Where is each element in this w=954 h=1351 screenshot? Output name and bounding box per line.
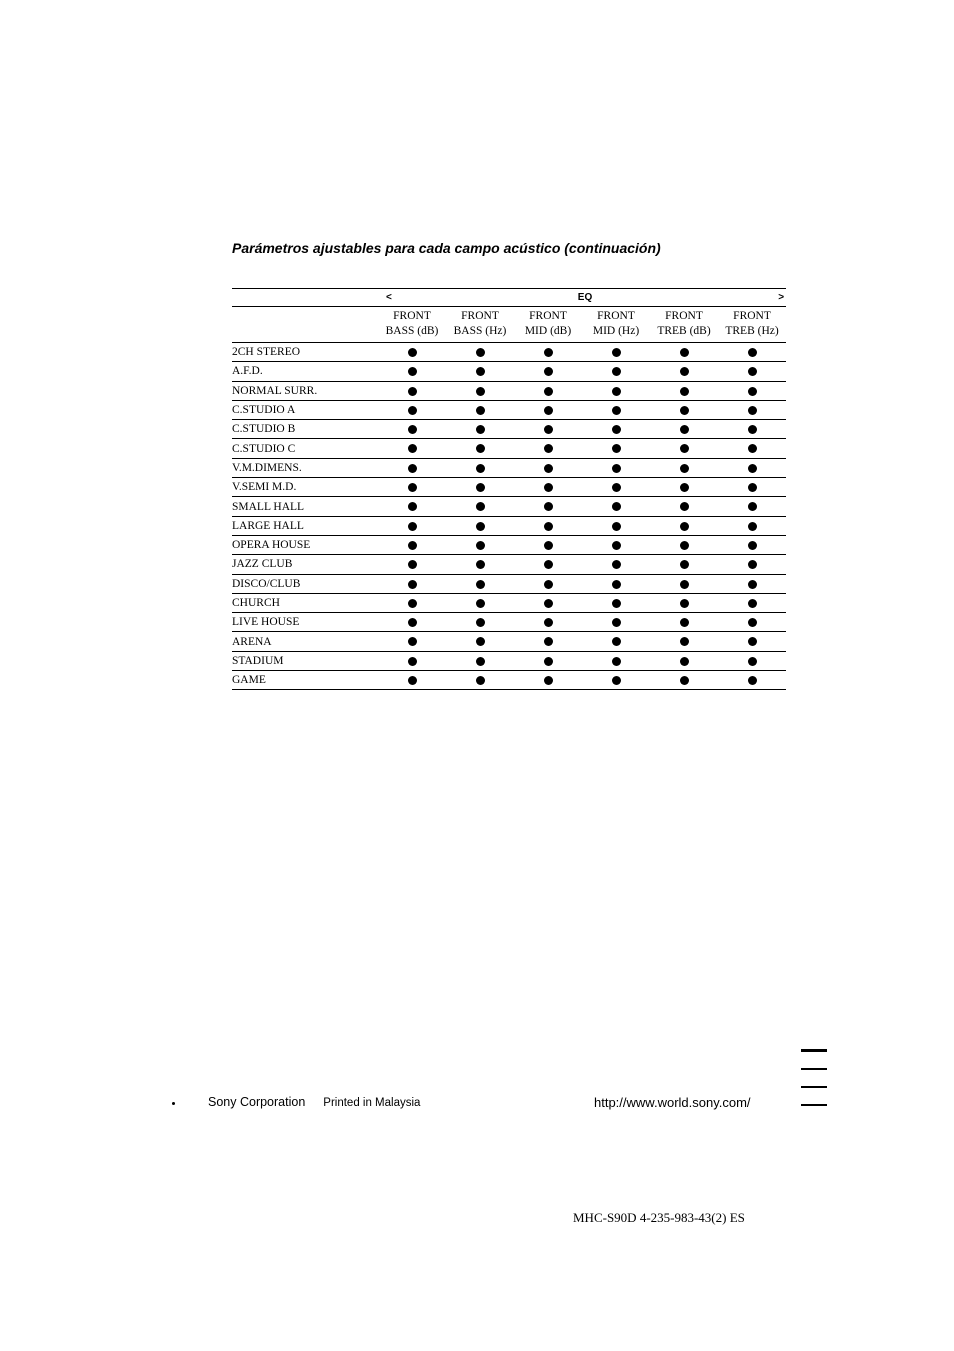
sound-field-name: V.M.DIMENS. — [232, 458, 378, 477]
filled-dot-icon — [476, 425, 485, 434]
sound-field-name: STADIUM — [232, 651, 378, 670]
table-cell — [718, 420, 786, 439]
filled-dot-icon — [748, 387, 757, 396]
filled-dot-icon — [748, 580, 757, 589]
table-cell — [514, 497, 582, 516]
table-cell — [446, 555, 514, 574]
table-cell — [378, 671, 446, 690]
filled-dot-icon — [612, 676, 621, 685]
table-row — [232, 632, 786, 651]
filled-dot-icon — [748, 406, 757, 415]
filled-dot-icon — [544, 560, 553, 569]
filled-dot-icon — [612, 599, 621, 608]
sound-field-name: A.F.D. — [232, 362, 378, 381]
table-cell — [718, 535, 786, 554]
sound-field-name: C.STUDIO B — [232, 420, 378, 439]
table-cell — [446, 497, 514, 516]
filled-dot-icon — [748, 522, 757, 531]
table-cell — [718, 613, 786, 632]
table-cell — [582, 555, 650, 574]
filled-dot-icon — [476, 387, 485, 396]
filled-dot-icon — [476, 657, 485, 666]
section-heading: Parámetros ajustables para cada campo acústico (continuación) — [232, 240, 661, 256]
table-cell — [378, 381, 446, 400]
filled-dot-icon — [748, 676, 757, 685]
table-cell — [718, 381, 786, 400]
table-row — [232, 574, 786, 593]
table-cell — [650, 420, 718, 439]
table-cell — [446, 651, 514, 670]
column-header — [650, 307, 718, 343]
filled-dot-icon — [544, 676, 553, 685]
table-cell — [582, 574, 650, 593]
table-cell — [582, 420, 650, 439]
filled-dot-icon — [748, 367, 757, 376]
filled-dot-icon — [544, 637, 553, 646]
column-header-line1: FRONT — [461, 310, 499, 322]
table-cell — [650, 651, 718, 670]
filled-dot-icon — [680, 657, 689, 666]
filled-dot-icon — [748, 560, 757, 569]
table-cell — [446, 439, 514, 458]
filled-dot-icon — [408, 425, 417, 434]
filled-dot-icon — [544, 580, 553, 589]
table-cell — [650, 478, 718, 497]
table-row — [232, 497, 786, 516]
table-cell — [718, 439, 786, 458]
filled-dot-icon — [612, 522, 621, 531]
table-cell — [514, 420, 582, 439]
filled-dot-icon — [612, 637, 621, 646]
filled-dot-icon — [680, 444, 689, 453]
table-cell — [718, 400, 786, 419]
table-cell — [446, 420, 514, 439]
filled-dot-icon — [680, 425, 689, 434]
filled-dot-icon — [408, 657, 417, 666]
filled-dot-icon — [680, 676, 689, 685]
filled-dot-icon — [748, 541, 757, 550]
table-cell — [446, 516, 514, 535]
filled-dot-icon — [476, 348, 485, 357]
table-cell — [514, 671, 582, 690]
table-cell — [514, 651, 582, 670]
table-cell — [718, 574, 786, 593]
table-cell — [378, 497, 446, 516]
filled-dot-icon — [748, 657, 757, 666]
table-row — [232, 651, 786, 670]
column-header — [718, 307, 786, 343]
table-cell — [582, 516, 650, 535]
table-cell — [446, 613, 514, 632]
table-cell — [446, 671, 514, 690]
filled-dot-icon — [612, 348, 621, 357]
table-cell — [650, 400, 718, 419]
filled-dot-icon — [476, 502, 485, 511]
table-cell — [514, 458, 582, 477]
table-cell — [718, 362, 786, 381]
table-cell — [446, 632, 514, 651]
table-cell — [650, 555, 718, 574]
column-header-line1: FRONT — [665, 310, 703, 322]
table-cell — [650, 439, 718, 458]
filled-dot-icon — [408, 387, 417, 396]
table-cell — [582, 400, 650, 419]
table-cell — [582, 632, 650, 651]
filled-dot-icon — [476, 599, 485, 608]
filled-dot-icon — [544, 657, 553, 666]
table-cell — [514, 632, 582, 651]
table-row — [232, 555, 786, 574]
column-header-line2: BASS (Hz) — [453, 325, 507, 337]
filled-dot-icon — [612, 502, 621, 511]
table-cell — [446, 458, 514, 477]
filled-dot-icon — [748, 618, 757, 627]
table-cell — [378, 574, 446, 593]
column-header — [582, 307, 650, 343]
table-cell — [514, 574, 582, 593]
footer-company-line — [208, 1095, 420, 1109]
sound-field-name: V.SEMI M.D. — [232, 478, 378, 497]
filled-dot-icon — [748, 483, 757, 492]
table-cell — [650, 535, 718, 554]
model-number: MHC-S90D 4-235-983-43(2) ES — [573, 1210, 745, 1225]
filled-dot-icon — [612, 541, 621, 550]
filled-dot-icon — [408, 618, 417, 627]
filled-dot-icon — [408, 637, 417, 646]
filled-dot-icon — [680, 541, 689, 550]
sound-field-name: JAZZ CLUB — [232, 555, 378, 574]
filled-dot-icon — [544, 367, 553, 376]
filled-dot-icon — [680, 367, 689, 376]
table-cell — [718, 593, 786, 612]
table-cell — [650, 671, 718, 690]
filled-dot-icon — [748, 502, 757, 511]
table-cell — [514, 516, 582, 535]
filled-dot-icon — [408, 541, 417, 550]
filled-dot-icon — [680, 502, 689, 511]
table-cell — [378, 593, 446, 612]
table-cell — [378, 516, 446, 535]
table-cell — [446, 535, 514, 554]
filled-dot-icon — [476, 444, 485, 453]
filled-dot-icon — [748, 444, 757, 453]
filled-dot-icon — [680, 580, 689, 589]
table-cell — [650, 362, 718, 381]
table-cell — [718, 651, 786, 670]
table-cell — [582, 343, 650, 362]
table-cell — [582, 593, 650, 612]
filled-dot-icon — [612, 464, 621, 473]
table-cell — [582, 535, 650, 554]
table-cell — [718, 343, 786, 362]
table-row — [232, 535, 786, 554]
filled-dot-icon — [612, 387, 621, 396]
table-row — [232, 458, 786, 477]
table-cell — [718, 497, 786, 516]
filled-dot-icon — [408, 676, 417, 685]
registration-bar — [801, 1086, 827, 1088]
registration-bar — [801, 1068, 827, 1070]
table-row — [232, 516, 786, 535]
band-blank — [232, 289, 378, 307]
filled-dot-icon — [680, 406, 689, 415]
sound-field-name: SMALL HALL — [232, 497, 378, 516]
table-cell — [446, 400, 514, 419]
band-right-arrow: > — [778, 292, 785, 303]
filled-dot-icon — [476, 560, 485, 569]
filled-dot-icon — [680, 618, 689, 627]
table-row — [232, 671, 786, 690]
printed-in: Printed in Malaysia — [323, 1097, 421, 1109]
table-cell — [378, 555, 446, 574]
table-cell — [514, 400, 582, 419]
table-cell — [378, 632, 446, 651]
bullet-mark — [172, 1102, 175, 1105]
table-cell — [582, 671, 650, 690]
registration-bar — [801, 1049, 827, 1052]
filled-dot-icon — [544, 502, 553, 511]
filled-dot-icon — [680, 637, 689, 646]
filled-dot-icon — [476, 676, 485, 685]
column-header-line1: FRONT — [393, 310, 431, 322]
website-url: http://www.world.sony.com/ — [594, 1095, 751, 1110]
filled-dot-icon — [476, 406, 485, 415]
table-cell — [378, 343, 446, 362]
table-cell — [378, 651, 446, 670]
table-cell — [378, 400, 446, 419]
column-header — [378, 307, 446, 343]
table-cell — [378, 420, 446, 439]
table-row — [232, 439, 786, 458]
filled-dot-icon — [408, 580, 417, 589]
sound-field-name: DISCO/CLUB — [232, 574, 378, 593]
column-header-line1: FRONT — [597, 310, 635, 322]
table-cell — [514, 381, 582, 400]
table-cell — [514, 555, 582, 574]
table-row — [232, 593, 786, 612]
filled-dot-icon — [680, 464, 689, 473]
column-header-line2: MID (dB) — [524, 325, 572, 337]
table-cell — [718, 478, 786, 497]
table-cell — [582, 362, 650, 381]
table-cell — [514, 362, 582, 381]
filled-dot-icon — [612, 367, 621, 376]
filled-dot-icon — [408, 522, 417, 531]
column-header-line2: TREB (Hz) — [725, 325, 779, 337]
table-cell — [650, 458, 718, 477]
column-header-line1: FRONT — [529, 310, 567, 322]
column-header-line2: BASS (dB) — [385, 325, 439, 337]
table-cell — [514, 613, 582, 632]
column-header — [514, 307, 582, 343]
filled-dot-icon — [544, 599, 553, 608]
table-cell — [378, 362, 446, 381]
table-cell — [650, 516, 718, 535]
table-cell — [582, 651, 650, 670]
table-cell — [582, 381, 650, 400]
filled-dot-icon — [612, 444, 621, 453]
filled-dot-icon — [544, 464, 553, 473]
column-header-row — [232, 307, 786, 343]
filled-dot-icon — [408, 464, 417, 473]
table-cell — [718, 516, 786, 535]
filled-dot-icon — [476, 618, 485, 627]
table-cell — [446, 478, 514, 497]
table-cell — [378, 478, 446, 497]
column-header-line2: MID (Hz) — [592, 325, 640, 337]
table-cell — [446, 593, 514, 612]
filled-dot-icon — [476, 541, 485, 550]
filled-dot-icon — [476, 483, 485, 492]
table-row — [232, 381, 786, 400]
sound-field-name: LIVE HOUSE — [232, 613, 378, 632]
table-cell — [378, 613, 446, 632]
filled-dot-icon — [408, 406, 417, 415]
sound-field-name: GAME — [232, 671, 378, 690]
filled-dot-icon — [612, 657, 621, 666]
band-left-arrow: < — [386, 292, 392, 303]
table-row — [232, 400, 786, 419]
filled-dot-icon — [680, 522, 689, 531]
filled-dot-icon — [612, 406, 621, 415]
table-row — [232, 478, 786, 497]
table-cell — [446, 343, 514, 362]
header-blank — [232, 307, 378, 343]
table-cell — [650, 381, 718, 400]
sound-field-name: OPERA HOUSE — [232, 535, 378, 554]
filled-dot-icon — [408, 502, 417, 511]
filled-dot-icon — [476, 580, 485, 589]
filled-dot-icon — [544, 618, 553, 627]
filled-dot-icon — [408, 367, 417, 376]
filled-dot-icon — [408, 444, 417, 453]
sound-field-name: NORMAL SURR. — [232, 381, 378, 400]
eq-band-row — [232, 289, 786, 307]
filled-dot-icon — [748, 464, 757, 473]
filled-dot-icon — [476, 637, 485, 646]
table-cell — [446, 362, 514, 381]
company-name: Sony Corporation — [208, 1095, 306, 1109]
table-cell — [378, 458, 446, 477]
filled-dot-icon — [612, 618, 621, 627]
filled-dot-icon — [544, 406, 553, 415]
table-cell — [650, 497, 718, 516]
sound-field-name: LARGE HALL — [232, 516, 378, 535]
filled-dot-icon — [748, 599, 757, 608]
table-cell — [582, 458, 650, 477]
filled-dot-icon — [544, 444, 553, 453]
table-cell — [378, 535, 446, 554]
table-cell — [514, 593, 582, 612]
table-cell — [718, 555, 786, 574]
filled-dot-icon — [476, 464, 485, 473]
filled-dot-icon — [544, 541, 553, 550]
filled-dot-icon — [544, 387, 553, 396]
table-cell — [446, 381, 514, 400]
table-row — [232, 362, 786, 381]
filled-dot-icon — [748, 637, 757, 646]
table-cell — [650, 574, 718, 593]
sound-field-name: CHURCH — [232, 593, 378, 612]
registration-bar — [801, 1104, 827, 1106]
table-cell — [514, 439, 582, 458]
table-cell — [582, 613, 650, 632]
filled-dot-icon — [680, 387, 689, 396]
table-body — [232, 343, 786, 690]
filled-dot-icon — [544, 483, 553, 492]
filled-dot-icon — [612, 483, 621, 492]
table-cell — [582, 439, 650, 458]
table-cell — [514, 535, 582, 554]
filled-dot-icon — [544, 522, 553, 531]
filled-dot-icon — [680, 348, 689, 357]
column-header-line1: FRONT — [733, 310, 771, 322]
table-cell — [718, 671, 786, 690]
filled-dot-icon — [612, 580, 621, 589]
column-header — [446, 307, 514, 343]
sound-field-name: C.STUDIO A — [232, 400, 378, 419]
table-cell — [582, 497, 650, 516]
filled-dot-icon — [408, 560, 417, 569]
filled-dot-icon — [408, 599, 417, 608]
table-cell — [650, 613, 718, 632]
table-cell — [650, 593, 718, 612]
filled-dot-icon — [680, 483, 689, 492]
filled-dot-icon — [612, 560, 621, 569]
table-cell — [718, 458, 786, 477]
table-cell — [650, 343, 718, 362]
filled-dot-icon — [612, 425, 621, 434]
filled-dot-icon — [748, 425, 757, 434]
eq-parameter-table — [232, 288, 786, 690]
sound-field-name: C.STUDIO C — [232, 439, 378, 458]
filled-dot-icon — [408, 348, 417, 357]
table-cell — [514, 478, 582, 497]
table-row — [232, 613, 786, 632]
filled-dot-icon — [680, 560, 689, 569]
table-cell — [514, 343, 582, 362]
filled-dot-icon — [476, 367, 485, 376]
eq-band — [378, 289, 786, 307]
table-row — [232, 343, 786, 362]
table-cell — [582, 478, 650, 497]
filled-dot-icon — [408, 483, 417, 492]
filled-dot-icon — [544, 348, 553, 357]
table-cell — [718, 632, 786, 651]
sound-field-name: 2CH STEREO — [232, 343, 378, 362]
band-label: EQ — [577, 292, 593, 303]
table-cell — [446, 574, 514, 593]
filled-dot-icon — [748, 348, 757, 357]
sound-field-name: ARENA — [232, 632, 378, 651]
filled-dot-icon — [544, 425, 553, 434]
table-cell — [378, 439, 446, 458]
table-cell — [650, 632, 718, 651]
filled-dot-icon — [476, 522, 485, 531]
table-row — [232, 420, 786, 439]
column-header-line2: TREB (dB) — [657, 325, 711, 337]
filled-dot-icon — [680, 599, 689, 608]
